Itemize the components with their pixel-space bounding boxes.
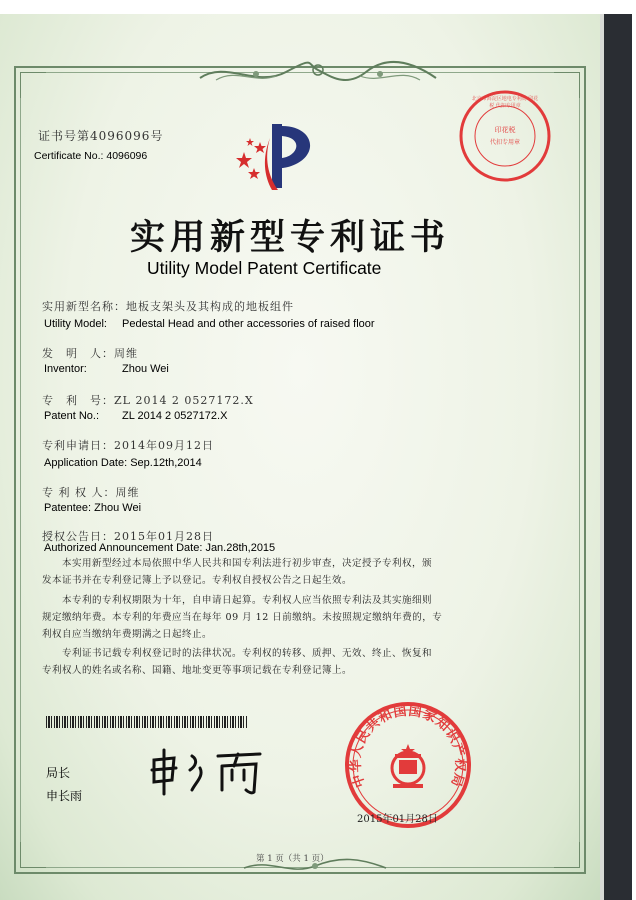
- director-signature-icon: [148, 746, 272, 796]
- application-date-cn: 专利申请日：2014年09月12日: [42, 439, 214, 452]
- patent-number-label-en: Patent No.:: [44, 410, 100, 422]
- paragraph-line: 规定缴纳年费。本专利的年费应当在每年 09 月 12 日前缴纳。未按照规定缴纳年费的，专: [42, 612, 443, 623]
- paragraph-line: 发本证书并在专利登记簿上予以登记。专利权自授权公告之日起生效。: [42, 575, 353, 586]
- certificate-number-cn: 证书号第4096096号: [38, 129, 164, 143]
- title-en: Utility Model Patent Certificate: [147, 258, 382, 278]
- patentee-en: Patentee: Zhou Wei: [44, 502, 142, 514]
- utility-model-label-en: Utility Model:: [44, 318, 107, 330]
- corner-ornament: [20, 72, 46, 98]
- application-date-en: Application Date: Sep.12th,2014: [44, 457, 202, 469]
- corner-ornament: [554, 842, 580, 868]
- paragraph-line: 利权自应当缴纳年费期满之日起终止。: [42, 629, 213, 640]
- title-cn: 实用新型专利证书: [130, 217, 451, 258]
- director-name: 申长雨: [46, 789, 83, 803]
- paragraph-line: 本实用新型经过本局依照中华人民共和国专利法进行初步审查，决定授予专利权，颁: [42, 558, 433, 569]
- inventor-value-en: Zhou Wei: [122, 363, 169, 375]
- barcode: [46, 716, 248, 728]
- inventor-cn: 发 明 人：周维: [42, 347, 138, 360]
- tax-stamp-text: 北京市海淀区地电专利局 印花税 代扣专用章: [471, 96, 539, 109]
- top-scroll-ornament: [196, 58, 440, 90]
- svg-text:代扣专用章: 代扣专用章: [489, 139, 521, 146]
- utility-model-name-cn: 实用新型名称：地板支架头及其构成的地板组件: [42, 300, 294, 313]
- paragraph-line: 专利证书记载专利权登记时的法律状况。专利权的转移、质押、无效、终止、恢复和: [42, 648, 433, 659]
- director-title: 局长: [46, 766, 71, 780]
- paragraph-line: 本专利的专利权期限为十年，自申请日起算。专利权人应当依照专利法及其实施细则: [42, 595, 433, 606]
- page-footer: 第 1 页（共 1 页）: [256, 854, 329, 864]
- utility-model-value-en: Pedestal Head and other accessories of raised floor: [122, 318, 375, 330]
- announcement-date-en: Authorized Announcement Date: Jan.28th,2015: [44, 542, 276, 554]
- corner-ornament: [20, 842, 46, 868]
- svg-text:印花税: 印花税: [494, 126, 516, 134]
- sipo-logo-icon: [234, 118, 324, 198]
- paragraph-line: 专利权人的姓名或名称、国籍、地址变更等事项记载在专利登记簿上。: [42, 665, 353, 676]
- page-edge-dark: [604, 14, 632, 900]
- patent-number-cn: 专 利 号：ZL 2014 2 0527172.X: [42, 394, 254, 407]
- patentee-cn: 专 利 权 人：周维: [42, 486, 140, 499]
- certificate-number-en: Certificate No.: 4096096: [34, 150, 148, 162]
- seal-date: 2015年01月28日: [357, 814, 438, 825]
- corner-ornament: [554, 72, 580, 98]
- announcement-date-cn: 授权公告日：2015年01月28日: [42, 530, 214, 543]
- patent-number-value-en: ZL 2014 2 0527172.X: [122, 410, 228, 422]
- inventor-label-en: Inventor:: [44, 363, 87, 375]
- seal-arc-text: 中华人民共和国国家知识产权局: [348, 703, 468, 790]
